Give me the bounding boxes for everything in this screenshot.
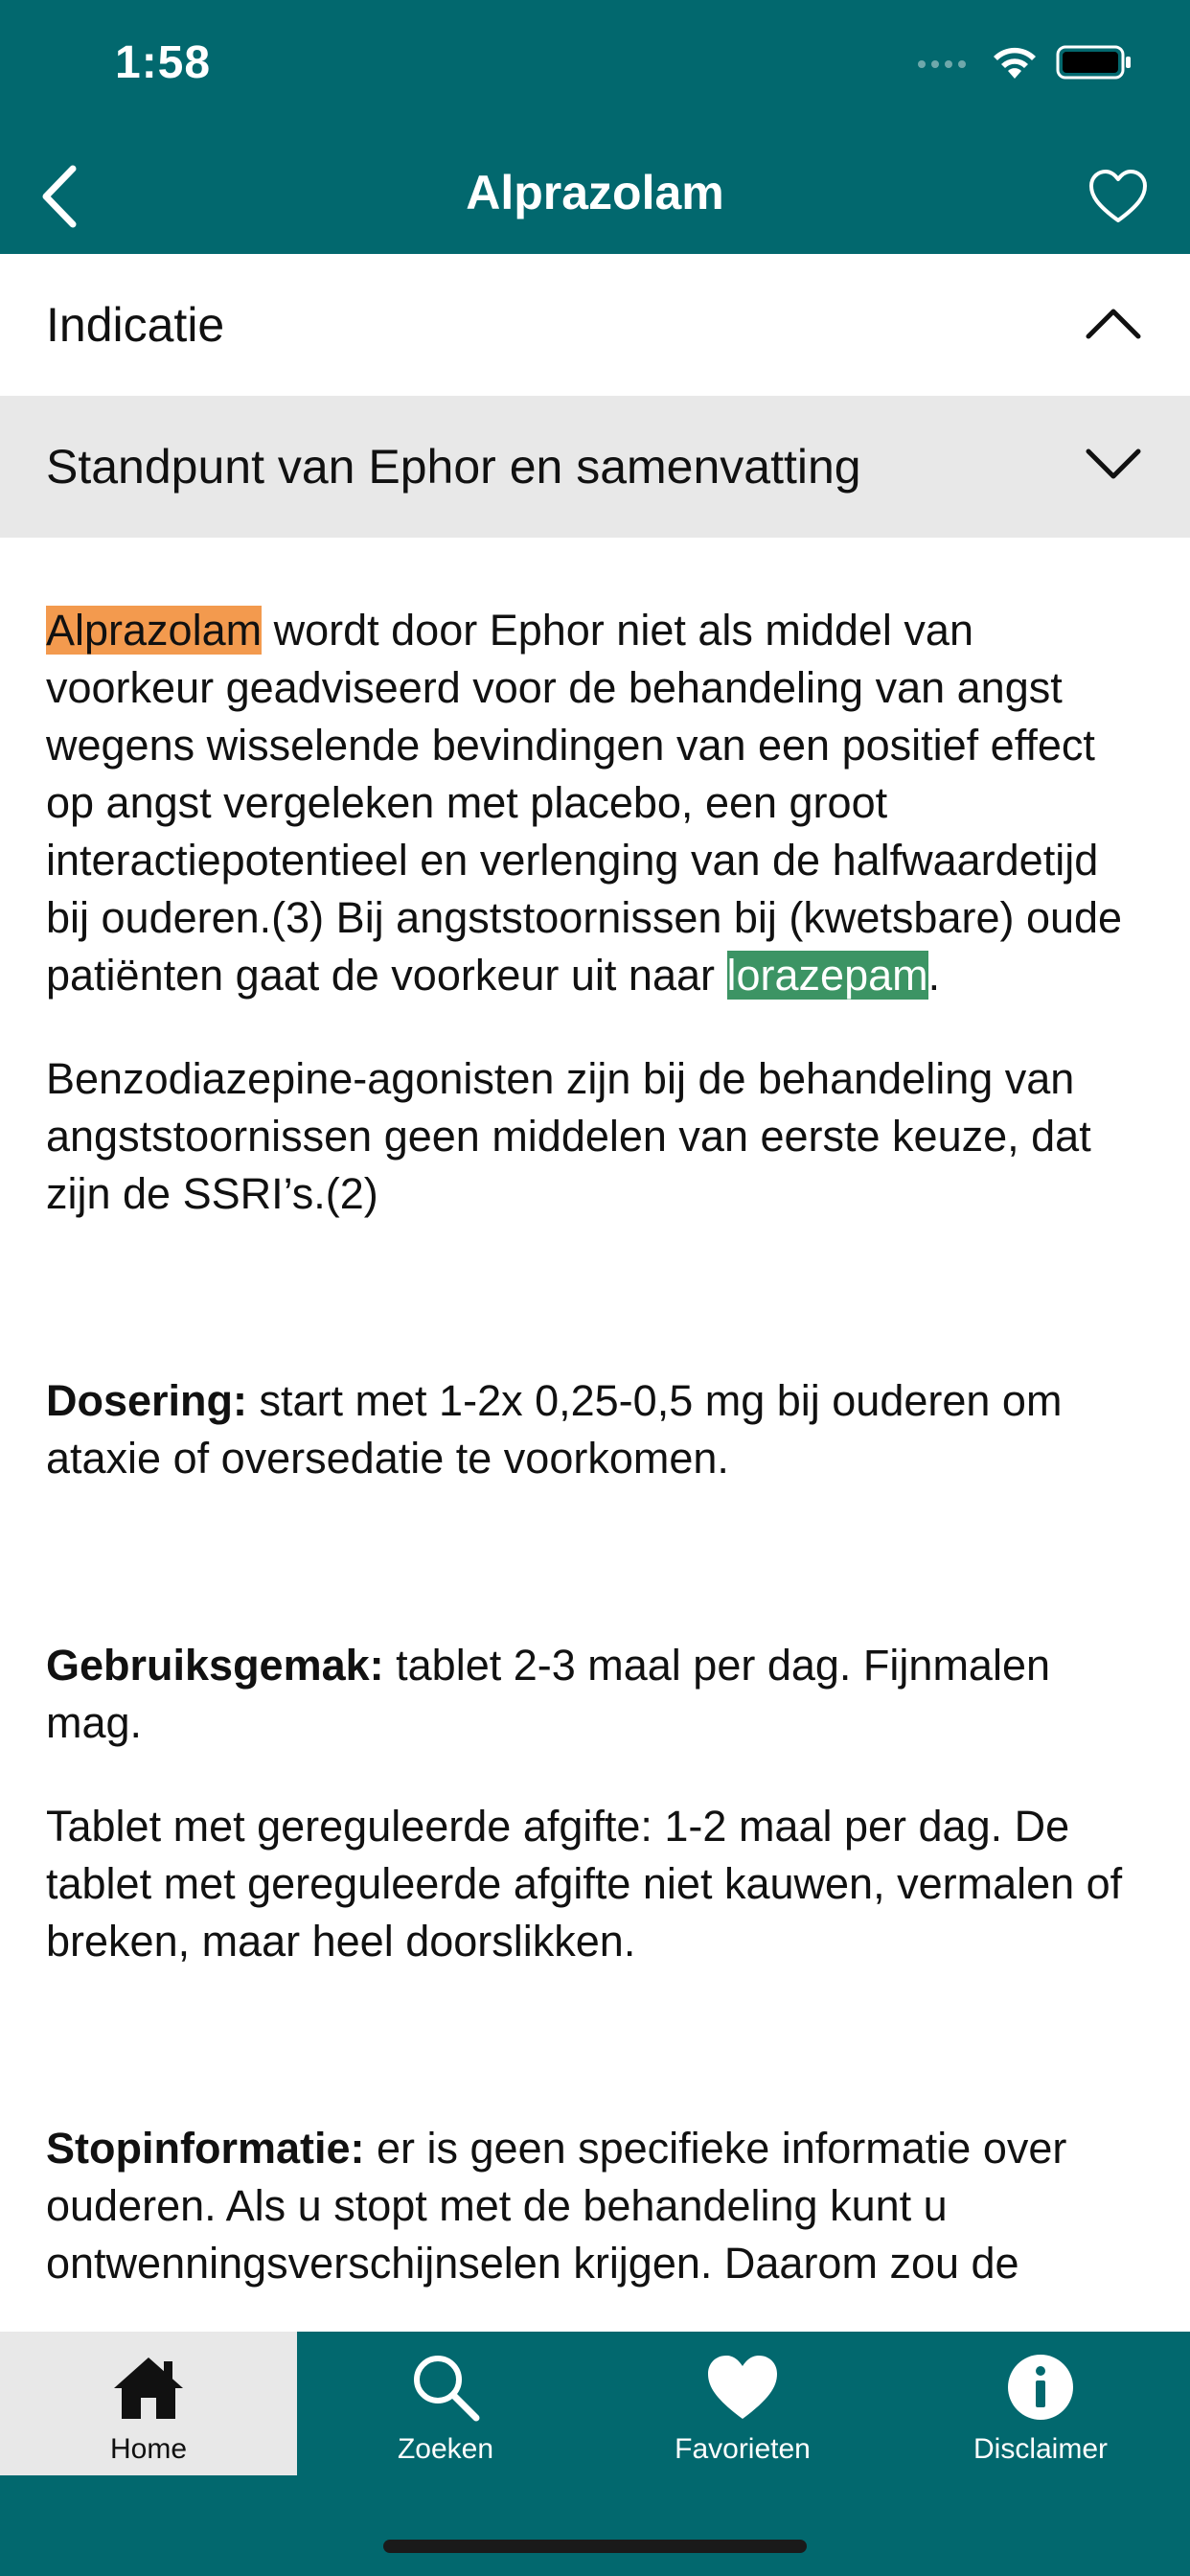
paragraph-gebruiksgemak <box>46 1637 1148 1752</box>
gebruiksgemak-label: Gebruiksgemak: <box>46 1641 384 1690</box>
signal-icon <box>916 53 973 77</box>
tab-home[interactable] <box>0 2332 297 2475</box>
home-indicator <box>383 2540 807 2553</box>
home-icon <box>110 2353 187 2422</box>
battery-icon <box>1056 43 1133 86</box>
status-time: 1:58 <box>115 37 212 88</box>
paragraph-tablet: Tablet met gereguleerde afgifte: 1-2 maal per dag. De tablet met gereguleerde afgifte niet kauwen, vermalen of breken, maar heel doorslikken. <box>46 1802 1123 1966</box>
chevron-up-icon <box>1085 306 1142 345</box>
paragraph-dosering <box>46 1372 1148 1487</box>
dosering-label: Dosering: <box>46 1376 248 1425</box>
tab-favorieten[interactable] <box>594 2332 891 2475</box>
section-indicatie[interactable] <box>0 254 1190 396</box>
tab-home-label: Home <box>109 2433 188 2465</box>
paragraph-stopinformatie <box>46 2120 1148 2292</box>
paragraph-summary <box>46 602 1148 1004</box>
tab-favorieten-label: Favorieten <box>675 2433 811 2465</box>
summary-text-2: . <box>927 951 941 1000</box>
drug-highlight-alprazolam: Alprazolam <box>46 606 263 655</box>
chevron-down-icon <box>1085 448 1142 487</box>
heart-outline-icon <box>1087 169 1149 229</box>
stopinformatie-label: Stopinformatie: <box>46 2124 365 2173</box>
section-standpunt[interactable] <box>0 396 1190 538</box>
dosering-text: start met 1-2x 0,25-0,5 mg bij ouderen om ataxie of oversedatie te voorkomen. <box>46 1376 1063 1483</box>
section-standpunt-label: Standpunt van Ephor en samenvatting <box>46 440 861 494</box>
page-title: Alprazolam <box>466 166 724 219</box>
heart-icon <box>704 2353 781 2422</box>
info-icon <box>1002 2353 1079 2422</box>
gebruiksgemak-text: tablet 2-3 maal per dag. Fijnmalen mag. <box>46 1641 1051 1747</box>
tab-zoeken[interactable] <box>297 2332 594 2475</box>
status-icons <box>916 40 1133 88</box>
tab-zoeken-label: Zoeken <box>397 2433 494 2465</box>
section-indicatie-label: Indicatie <box>46 298 225 352</box>
navigation-bar <box>0 144 1190 254</box>
tab-disclaimer-label: Disclaimer <box>973 2433 1108 2465</box>
paragraph-benzodiazepine: Benzodiazepine-agonisten zijn bij de behandeling van angststoornissen geen middelen van eerste keuze, dat zijn de SSRI’s.(2) <box>46 1054 1091 1218</box>
tab-disclaimer[interactable] <box>891 2332 1190 2475</box>
status-bar <box>0 0 1190 144</box>
drug-link-lorazepam[interactable]: lorazepam <box>726 951 928 1000</box>
summary-text-1: wordt door Ephor niet als middel van voorkeur geadviseerd voor de behandeling van angst wegens wisselende bevindingen van een positief effect op angst vergeleken met placebo, een groot interactiepotentieel en verlenging van de halfwaardetijd bij ouderen.(3) Bij angststoornissen bij (kwetsbare) oude patiënten gaat de voorkeur uit naar <box>46 606 1123 1000</box>
stopinformatie-text: er is geen specifieke informatie over ouderen. Als u stopt met de behandeling kunt u ontwenningsverschijnselen krijgen. Daarom zou de <box>46 2124 1067 2288</box>
favorite-button[interactable] <box>1075 155 1161 242</box>
content-body <box>46 602 1148 2292</box>
wifi-icon <box>991 44 1039 85</box>
search-icon <box>407 2353 484 2422</box>
